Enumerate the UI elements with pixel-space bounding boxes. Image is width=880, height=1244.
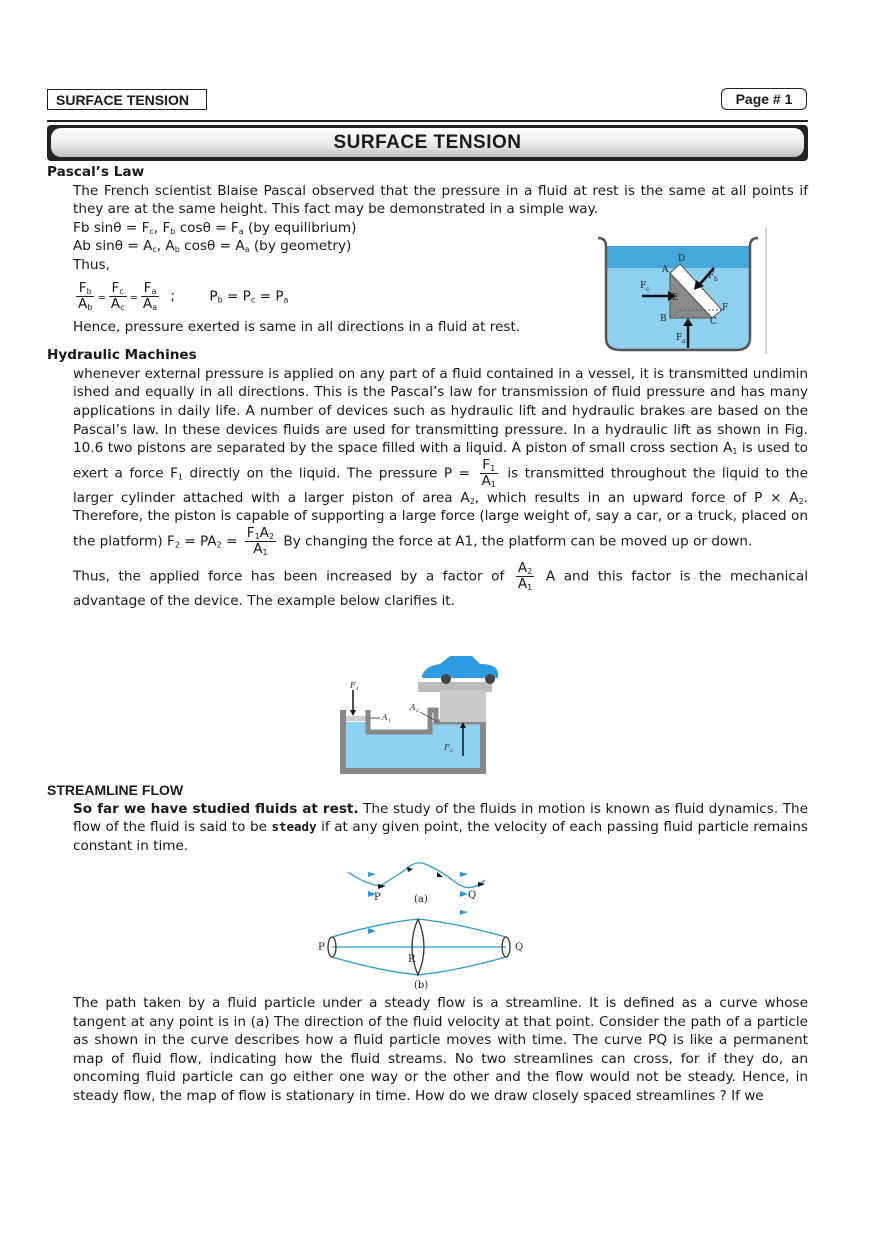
svg-text:F: F (708, 271, 715, 281)
thus-label: Thus, (73, 256, 110, 273)
force-fraction: $\frac{F_1A_2}{A_1}$ (246, 524, 275, 557)
streamline-section (47, 781, 808, 855)
svg-text:A: A (382, 713, 388, 722)
pascal-conclusion: Hence, pressure exerted is same in all directions in a fluid at rest. (73, 318, 521, 335)
svg-text:Q: Q (468, 890, 477, 901)
equilibrium-equation: Fb $\sin\theta = F_c$, $F_b$ $\cos\theta = F_a$ (by equilibrium) (73, 219, 357, 236)
svg-text:Q: Q (515, 942, 524, 953)
hydraulic-lift-figure (330, 652, 500, 782)
svg-text:F: F (676, 333, 683, 343)
svg-text:F: F (640, 281, 647, 291)
section-heading-hydraulic: Hydraulic Machines (47, 347, 197, 364)
pascal-intro: The French scientist Blaise Pascal observed that the pressure in a fluid at rest is the same at all points if they are at the same height. This fact may be demonstrated in a simple way. (73, 182, 808, 218)
hydraulic-body (73, 365, 808, 611)
running-header-title: SURFACE TENSION (47, 89, 207, 110)
svg-text:B: B (660, 314, 667, 324)
svg-text:A: A (662, 265, 669, 275)
chapter-title: SURFACE TENSION (51, 128, 804, 157)
svg-text:(b): (b) (414, 980, 429, 991)
svg-text:C: C (710, 317, 717, 327)
svg-text:b: b (714, 276, 718, 283)
pascal-body (73, 182, 808, 337)
pascal-prism-figure (596, 228, 776, 358)
svg-text:E: E (672, 293, 679, 303)
svg-text:P: P (318, 942, 325, 953)
pressure-ratio-equation: $\frac{F_b}{A_b}$ = $\frac{F_c}{A_c}$ = $\frac{F_a}{A_a}$ ; $P_b = P_c = P_a$ (78, 279, 289, 312)
svg-text:2: 2 (416, 708, 420, 714)
streamline-intro: So far we have studied fluids at rest. The study of the fluids in motion is known as fluid dynamics. The flow of the fluid is said to be steady if at any given point, the velocity of each passing fluid particle remains constant in time. (73, 800, 809, 854)
streamline-paragraph: The path taken by a fluid particle under a steady flow is a streamline. It is defined as a curve whose tangent at any point is in (a) The direction of the fluid velocity at that point. Consider the path of a particle as shown in the curve describes how a fluid particle moves with time. The curve PQ is like a permanent map of fluid flow, indicating how the fluid streams. No two streamlines can cross, for if they do, an oncoming fluid particle can go either one way or the other and the flow would not be steady. Hence, in steady flow, the map of flow is stationary in time. How do we draw closely spaced streamlines ? If we (73, 995, 808, 1104)
svg-text:c: c (646, 286, 650, 293)
svg-text:1: 1 (388, 718, 392, 724)
geometry-equation: Ab $\sin\theta = A_c$, $A_b$ $\cos\theta = A_a$ (by geometry) (73, 238, 352, 255)
svg-text:F: F (350, 681, 356, 690)
svg-text:A: A (410, 703, 416, 712)
svg-text:D: D (678, 254, 686, 264)
hydraulic-paragraph: whenever external pressure is applied on any part of a fluid contained in a vessel, it is transmitted undimin ished and equally in all directions. This is the Pascal’s law for transmission of fluid pressure and has many applications in daily life. A number of devices such as hydraulic lift and hydraulic brakes are based on the Pascal’s law. In these devices fluids are used for transmitting pressure. In a hydraulic lift as shown in Fig. 10.6 two pistons are separated by the space filled with a liquid. A piston of small cross section $A_1$ is used to exert a force $F_1$ directly on the liquid. The pressure P = $\frac{F_1}{A_1}$ is transmitted throughout the liquid to the larger cylinder attached with a larger piston of area $A_2$, which results in an upward force of $P \times A_2$. Therefore, the piston is capable of supporting a large force (large weight of, say a car, or a truck, placed on the platform) $F_2 = PA_2$ = $\frac{F_1A_2}{A_1}$ By changing the force at A1, the platform can be moved up or down. (73, 365, 808, 557)
svg-text:R: R (408, 954, 416, 965)
svg-text:2: 2 (450, 748, 454, 754)
svg-text:F: F (444, 743, 450, 752)
section-heading-streamline: STREAMLINE FLOW (47, 782, 184, 798)
streamline-figure (310, 860, 550, 995)
svg-text:(a): (a) (414, 894, 428, 905)
header-rule (47, 120, 808, 122)
chapter-banner (47, 125, 808, 161)
svg-text:F: F (722, 303, 729, 313)
mechanical-advantage-paragraph: Thus, the applied force has been increased by a factor of $\frac{A_2}{A_1}$ A and this factor is the mechanical advantage of the device. The example below clarifies it. (73, 559, 808, 609)
section-heading-pascal: Pascal’s Law (47, 164, 145, 180)
streamline-body (47, 994, 808, 1106)
svg-text:1: 1 (356, 686, 360, 692)
pressure-fraction: $\frac{F_1}{A_1}$ (481, 456, 496, 489)
svg-text:P: P (374, 892, 381, 903)
page-number: Page # 1 (721, 88, 807, 110)
svg-text:a: a (682, 338, 686, 345)
